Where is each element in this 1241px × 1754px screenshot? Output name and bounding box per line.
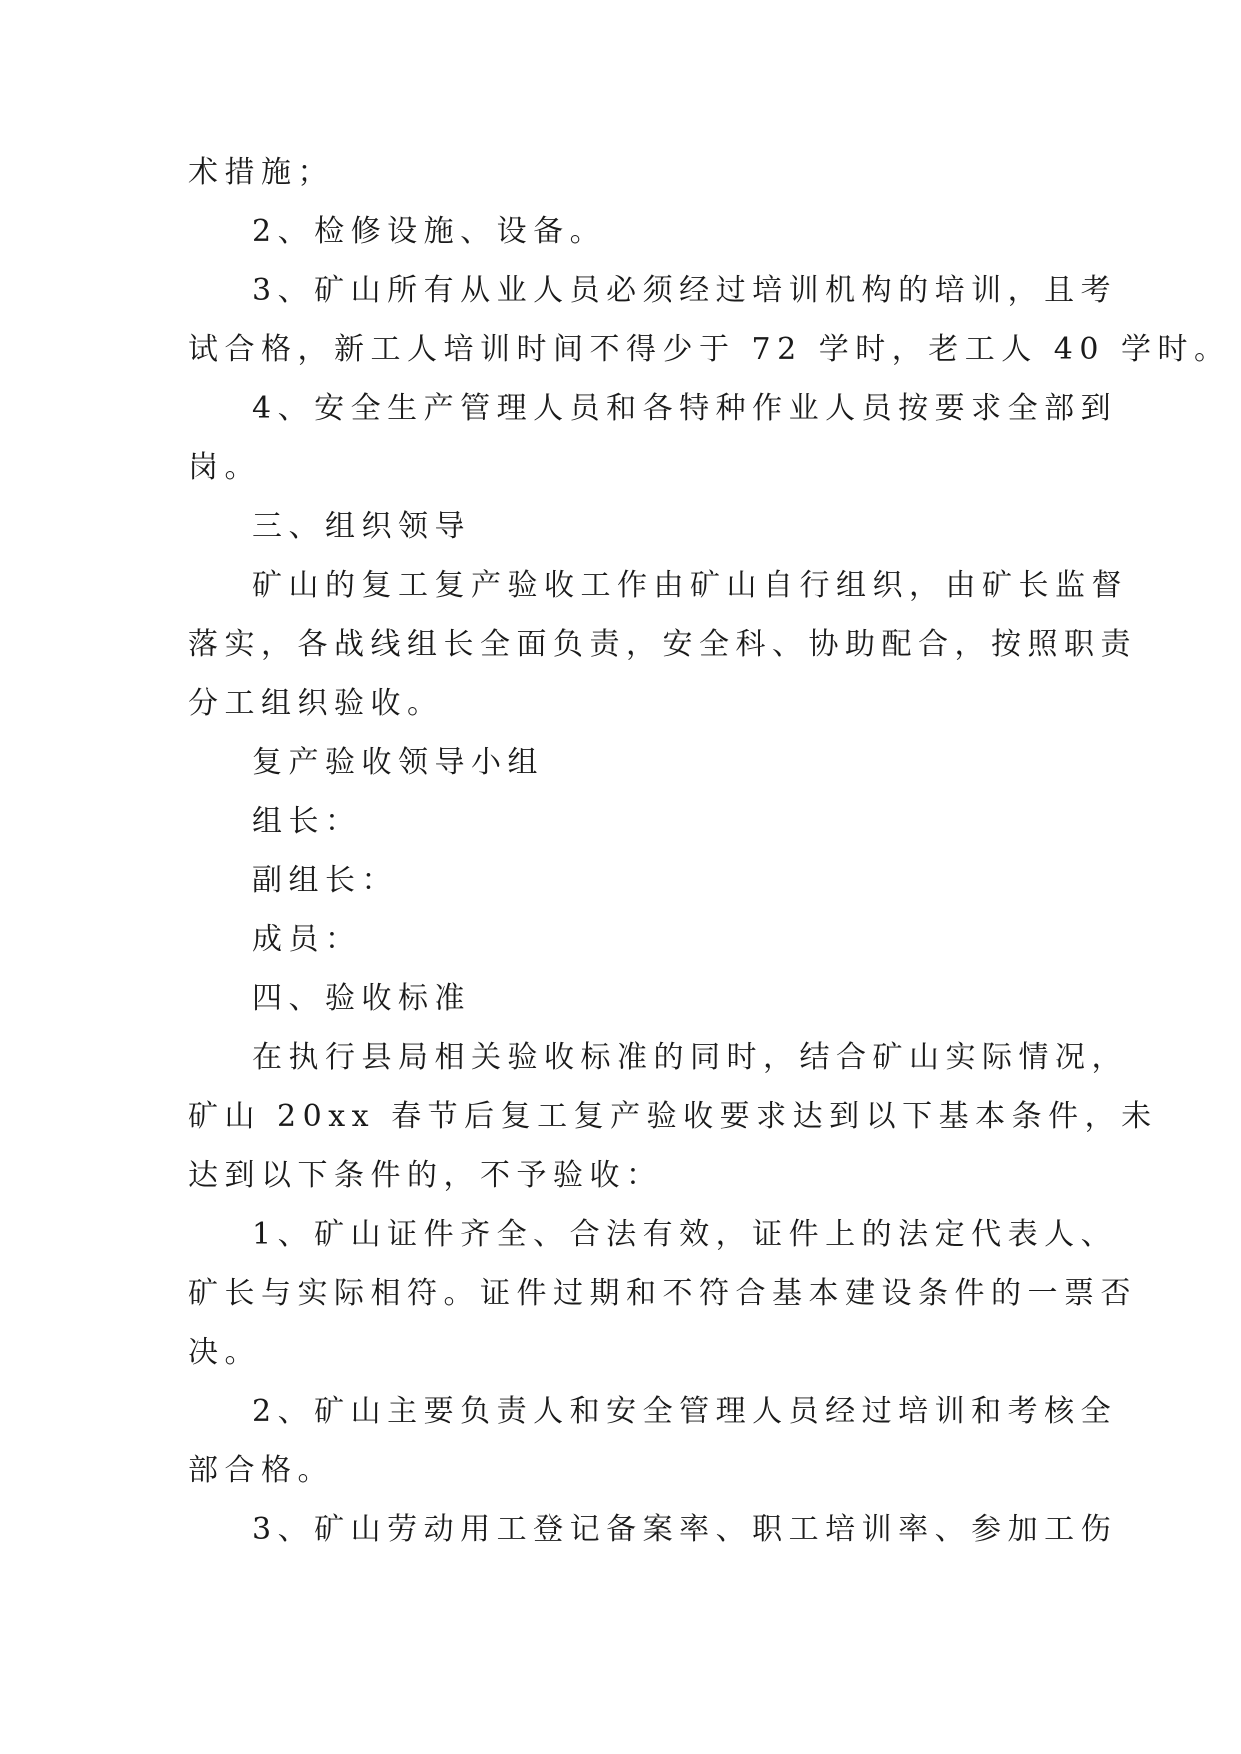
text-line: 成员： xyxy=(252,922,362,957)
text-line: 矿长与实际相符。证件过期和不符合基本建设条件的一票否 xyxy=(188,1276,1137,1311)
text-line: 术措施； xyxy=(188,155,334,190)
text-line: 2、矿山主要负责人和安全管理人员经过培训和考核全 xyxy=(252,1394,1118,1429)
text-line: 岗。 xyxy=(188,450,261,485)
text-line: 部合格。 xyxy=(188,1453,334,1488)
text-line: 在执行县局相关验收标准的同时，结合矿山实际情况， xyxy=(252,1040,1128,1075)
section-heading: 四、验收标准 xyxy=(252,981,471,1016)
text-line: 3、矿山所有从业人员必须经过培训机构的培训，且考 xyxy=(252,273,1118,308)
section-heading: 三、组织领导 xyxy=(252,509,471,544)
text-line: 复产验收领导小组 xyxy=(252,745,544,780)
text-line: 1、矿山证件齐全、合法有效，证件上的法定代表人、 xyxy=(252,1217,1118,1252)
text-line: 组长： xyxy=(252,804,362,839)
text-line: 矿山 20xx 春节后复工复产验收要求达到以下基本条件，未 xyxy=(188,1099,1158,1134)
text-line: 矿山的复工复产验收工作由矿山自行组织，由矿长监督 xyxy=(252,568,1128,603)
text-line: 3、矿山劳动用工登记备案率、职工培训率、参加工伤 xyxy=(252,1512,1118,1547)
text-line: 4、安全生产管理人员和各特种作业人员按要求全部到 xyxy=(252,391,1118,426)
text-line: 达到以下条件的，不予验收： xyxy=(188,1158,663,1193)
text-line: 试合格，新工人培训时间不得少于 72 学时，老工人 40 学时。 xyxy=(188,332,1231,367)
text-line: 副组长： xyxy=(252,863,398,898)
text-line: 分工组织验收。 xyxy=(188,686,444,721)
text-line: 决。 xyxy=(188,1335,261,1370)
text-line: 落实，各战线组长全面负责，安全科、协助配合，按照职责 xyxy=(188,627,1137,662)
text-line: 2、检修设施、设备。 xyxy=(252,214,607,249)
